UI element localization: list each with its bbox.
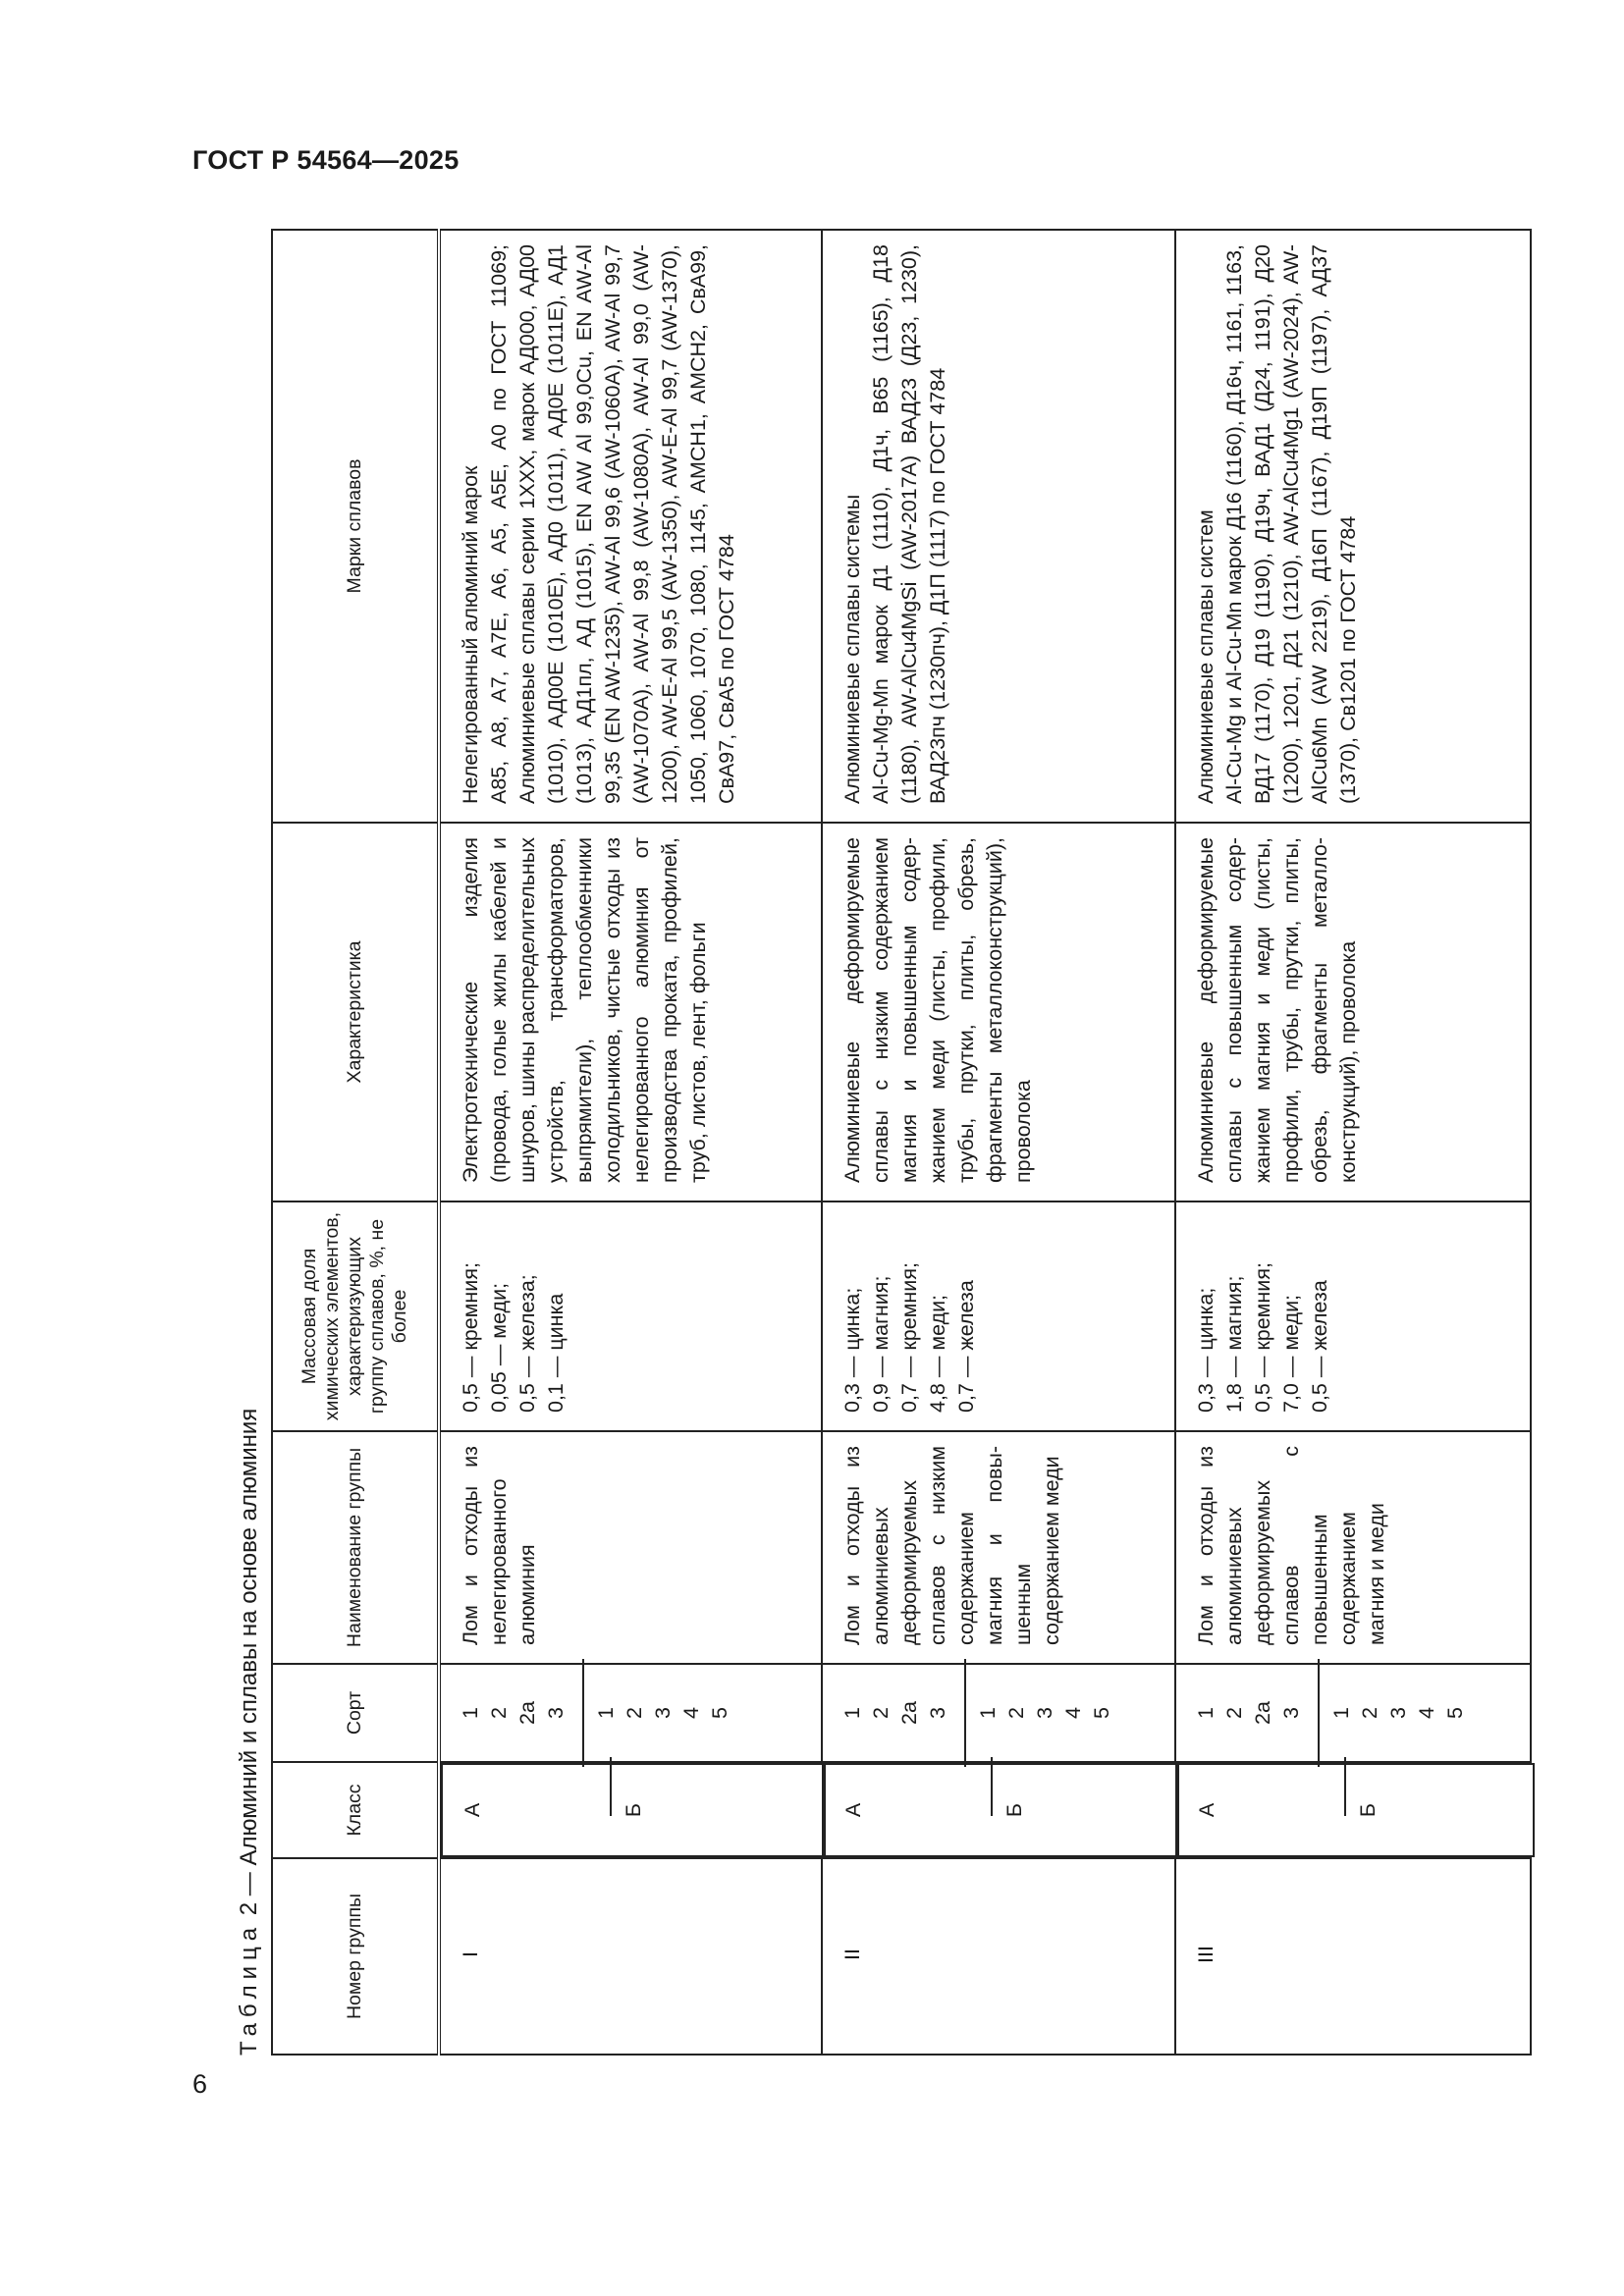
grade-item: 5 <box>708 1707 731 1719</box>
alloy-grades-text: А85, А8, А7, А7Е, А6, А5, А5Е, А0 по ГОСТ 11069; Алюминиевые сплавы серии 1ХХХ, марок АД000, АД00 (1010), АД00Е (1010Е), АД0 (1011), АД0Е (1011Е), АД1 (1013), АД1пл, АД (1015), EN AW Al 99,0Cu, EN AW-Al 99,35 (EN AW-1235), AW-Al 99,6 (AW-1060A), AW-Al 99,7 (AW-1070A), AW-Al 99,8 (AW-1080A), AW-Al 99,0 (AW-1200), AW-E-Al 99,5 (AW-1350), AW-E-Al 99,7 (AW-1370), 1050, 1060, 1070, 1080, 1145, АМСН1, АМСН2, СвА99, СвА97, СвА5 по ГОСТ 4784 <box>487 244 738 804</box>
group-number-cell: II <box>822 1858 1175 2055</box>
group-name-cell: Лом и отходы из алюминиевых деформируемых сплавов с низким содержанием магния и повышенным содержанием меди <box>822 1431 1175 1664</box>
class-a: А <box>841 1802 865 1818</box>
class-a: А <box>460 1802 484 1818</box>
mass-fraction-item: 0,7 — кремния; <box>897 1262 921 1413</box>
grade-item: 2а <box>897 1701 921 1725</box>
grade-item: 2 <box>487 1707 511 1719</box>
alloy-table <box>271 229 1532 2056</box>
grades-a <box>839 1665 952 1761</box>
class-b-block <box>1344 1765 1382 1855</box>
mass-fraction-item: 0,3 — цинка; <box>840 1287 864 1413</box>
header-mass-fraction: Массовая доля химических элементов, характеризующих группу сплавов, %, не более <box>272 1201 439 1431</box>
table-row <box>439 230 822 2055</box>
characteristic-cell: Электротехнические изделия (провода, голые жилы кабелей и шнуров, шины распределительных устройств, трансформаторов, выпрямители), теплообменники холодильников, чистые отходы из нелегированного алюминия от производства проката, профилей, труб, листов, лент, фольги <box>439 823 822 1201</box>
class-cell <box>441 1763 826 1857</box>
header-alloy-grades: Марки сплавов <box>272 230 439 823</box>
mass-fraction-item: 0,5 — железа <box>1308 1280 1331 1413</box>
grade-cell <box>1175 1664 1531 1762</box>
mass-fraction-item: 0,9 — магния; <box>869 1275 893 1413</box>
grade-item: 4 <box>1061 1707 1085 1719</box>
grades-b <box>582 1665 734 1761</box>
group-name-cell: Лом и отходы из нелегированного алюминия <box>439 1431 822 1664</box>
table-row <box>822 230 1175 2055</box>
grade-item: 2 <box>1004 1707 1028 1719</box>
mass-fraction-item: 0,5 — кремния; <box>459 1262 482 1413</box>
mass-fraction-item: 0,1 — цинка <box>544 1293 568 1413</box>
table-caption <box>230 1409 269 2056</box>
grade-item: 1 <box>1329 1707 1353 1719</box>
grade-item: 3 <box>926 1707 949 1719</box>
grade-item: 2 <box>623 1707 646 1719</box>
header-characteristic: Характеристика <box>272 823 439 1201</box>
group-name-cell: Лом и отходы из алюминиевых деформируемых сплавов с повышенным содержанием магния и меди <box>1175 1431 1531 1664</box>
alloy-grades-cell <box>822 230 1175 823</box>
alloy-grades-text: Al-Cu-Mg и Al-Cu-Mn марок Д16 (1160), Д16ч, 1161, 1163, ВД17 (1170), Д19 (1190), Д19ч, ВАД1 (Д24, 1191), Д20 (1200), 1201, Д21 (1210), AW-AlCu4Mg1 (AW-2024), AW-AlCu6Mn (AW 2219), Д16П (1167), Д19П (1197), АД37 (1370), Св1201 по ГОСТ 4784 <box>1222 244 1360 804</box>
grade-item: 5 <box>1090 1707 1113 1719</box>
grade-cell <box>439 1664 822 1762</box>
mass-fraction-item: 4,8 — меди; <box>926 1294 949 1413</box>
mass-fraction-item: 0,5 — железа; <box>515 1274 539 1413</box>
alloy-grades-title: Алюминиевые сплавы системы <box>840 494 864 804</box>
group-number-cell: I <box>439 1858 822 2055</box>
header-group-number: Номер группы <box>272 1858 439 2055</box>
grade-item: 1 <box>1194 1707 1218 1719</box>
class-b: Б <box>1002 1802 1026 1818</box>
class-b: Б <box>622 1802 645 1818</box>
grades-a <box>1192 1665 1306 1761</box>
mass-fraction-cell <box>439 1201 822 1431</box>
mass-fraction-item: 1,8 — магния; <box>1222 1275 1246 1413</box>
alloy-grades-cell <box>439 230 822 823</box>
mass-fraction-item: 7,0 — меди; <box>1279 1294 1303 1413</box>
grade-item: 3 <box>1033 1707 1056 1719</box>
grade-item: 3 <box>1279 1707 1303 1719</box>
header-class: Класс <box>272 1762 439 1858</box>
mass-fraction-item: 0,7 — железа <box>954 1280 978 1413</box>
grade-item: 1 <box>594 1707 618 1719</box>
class-cell <box>822 1763 1179 1857</box>
group-number-cell: III <box>1175 1858 1531 2055</box>
grade-item: 2а <box>515 1701 539 1725</box>
grades-b <box>964 1665 1116 1761</box>
rotated-table-block <box>230 231 1489 2056</box>
characteristic-cell: Алюминиевые деформируемые сплавы с повышенным содержанием магния и меди (листы, профили, трубы, прутки, плиты, обрезь, фрагменты металлоконструкций), проволока <box>1175 823 1531 1201</box>
grades-b <box>1318 1665 1470 1761</box>
grades-a <box>457 1665 570 1761</box>
class-b-block <box>991 1765 1029 1855</box>
grade-item: 1 <box>976 1707 1000 1719</box>
header-grade: Сорт <box>272 1664 439 1762</box>
grade-item: 3 <box>544 1707 568 1719</box>
class-cell <box>1175 1763 1535 1857</box>
grade-item: 2 <box>869 1707 893 1719</box>
class-b: Б <box>1356 1802 1380 1818</box>
table-caption-label: Таблица <box>236 1921 262 2056</box>
grade-item: 1 <box>459 1707 482 1719</box>
grade-item: 1 <box>840 1707 864 1719</box>
mass-fraction-cell <box>1175 1201 1531 1431</box>
mass-fraction-item: 0,3 — цинка; <box>1194 1287 1218 1413</box>
grade-item: 3 <box>1386 1707 1410 1719</box>
grade-cell <box>822 1664 1175 1762</box>
alloy-grades-cell <box>1175 230 1531 823</box>
grade-item: 2а <box>1251 1701 1274 1725</box>
class-a: А <box>1195 1802 1218 1818</box>
page-number: 6 <box>192 2069 208 2099</box>
header-group-name: Наименование группы <box>272 1431 439 1664</box>
mass-fraction-cell <box>822 1201 1175 1431</box>
grade-item: 4 <box>679 1707 703 1719</box>
table-row <box>1175 230 1531 2055</box>
table-caption-text: 2 — Алюминий и сплавы на основе алюминия <box>236 1408 262 1922</box>
alloy-grades-text: Al-Cu-Mg-Mn марок Д1 (1110), Д1ч, В65 (1165), Д18 (1180), AW-AlCu4MgSi (AW-2017A) ВАД23 (Д23, 1230), ВАД23пч (1230пч), Д1П (1117) по ГОСТ 4784 <box>869 244 949 804</box>
mass-fraction-item: 0,5 — кремния; <box>1251 1262 1274 1413</box>
alloy-grades-title: Алюминиевые сплавы систем <box>1194 509 1218 804</box>
characteristic-cell: Алюминиевые деформируемые сплавы с низким содержанием магния и повышенным содержанием меди (листы, профили, трубы, прутки, плиты, обрезь, фрагменты металлоконструкций), проволока <box>822 823 1175 1201</box>
grade-item: 2 <box>1358 1707 1381 1719</box>
table-header-row <box>272 230 439 2055</box>
alloy-grades-title: Нелегированный алюминий марок <box>459 465 482 804</box>
grade-item: 3 <box>651 1707 675 1719</box>
grade-item: 2 <box>1222 1707 1246 1719</box>
mass-fraction-item: 0,05 — меди; <box>487 1282 511 1413</box>
grade-item: 4 <box>1415 1707 1438 1719</box>
class-b-block <box>610 1765 648 1855</box>
grade-item: 5 <box>1443 1707 1467 1719</box>
document-header: ГОСТ Р 54564—2025 <box>192 145 460 175</box>
